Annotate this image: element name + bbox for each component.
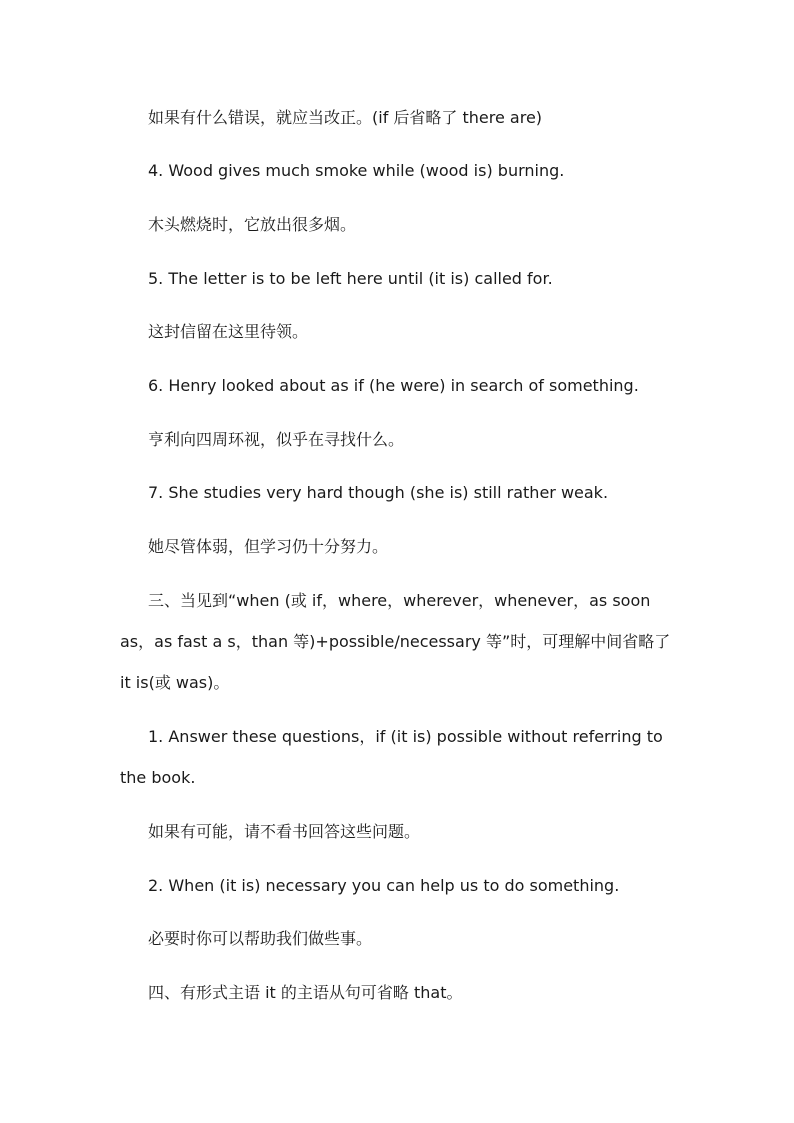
translation-3-2: 必要时你可以帮助我们做些事。 [148,929,373,948]
translation-3-1: 如果有可能，请不看书回答这些问题。 [148,822,421,841]
example-sentence-4: 4. Wood gives much smoke while (wood is) burning. [148,161,565,180]
rule-heading-3: 三、当见到“when (或 if，where，wherever，whenever，as soon as，as fast a s，than 等)+possible/necessary 等”时，可理解中间省略了 it is(或 was)。 [120,591,671,692]
example-sentence-5: 5. The letter is to be left here until (it is) called for. [148,269,553,288]
translation-5: 这封信留在这里待领。 [148,322,309,341]
text-line-chinese-1: 如果有什么错误，就应当改正。(if 后省略了 there are) [148,108,543,127]
example-sentence-3-1: 1. Answer these questions，if (it is) possible without referring to the book. [120,727,663,787]
example-sentence-6: 6. Henry looked about as if (he were) in search of something. [148,376,639,395]
example-sentence-3-2: 2. When (it is) necessary you can help us to do something. [148,876,620,895]
example-sentence-7: 7. She studies very hard though (she is) still rather weak. [148,483,609,502]
translation-4: 木头燃烧时，它放出很多烟。 [148,215,357,234]
rule-heading-4: 四、有形式主语 it 的主语从句可省略 that。 [148,983,463,1002]
translation-7: 她尽管体弱，但学习仍十分努力。 [148,537,389,556]
translation-6: 亨利向四周环视，似乎在寻找什么。 [148,430,405,449]
